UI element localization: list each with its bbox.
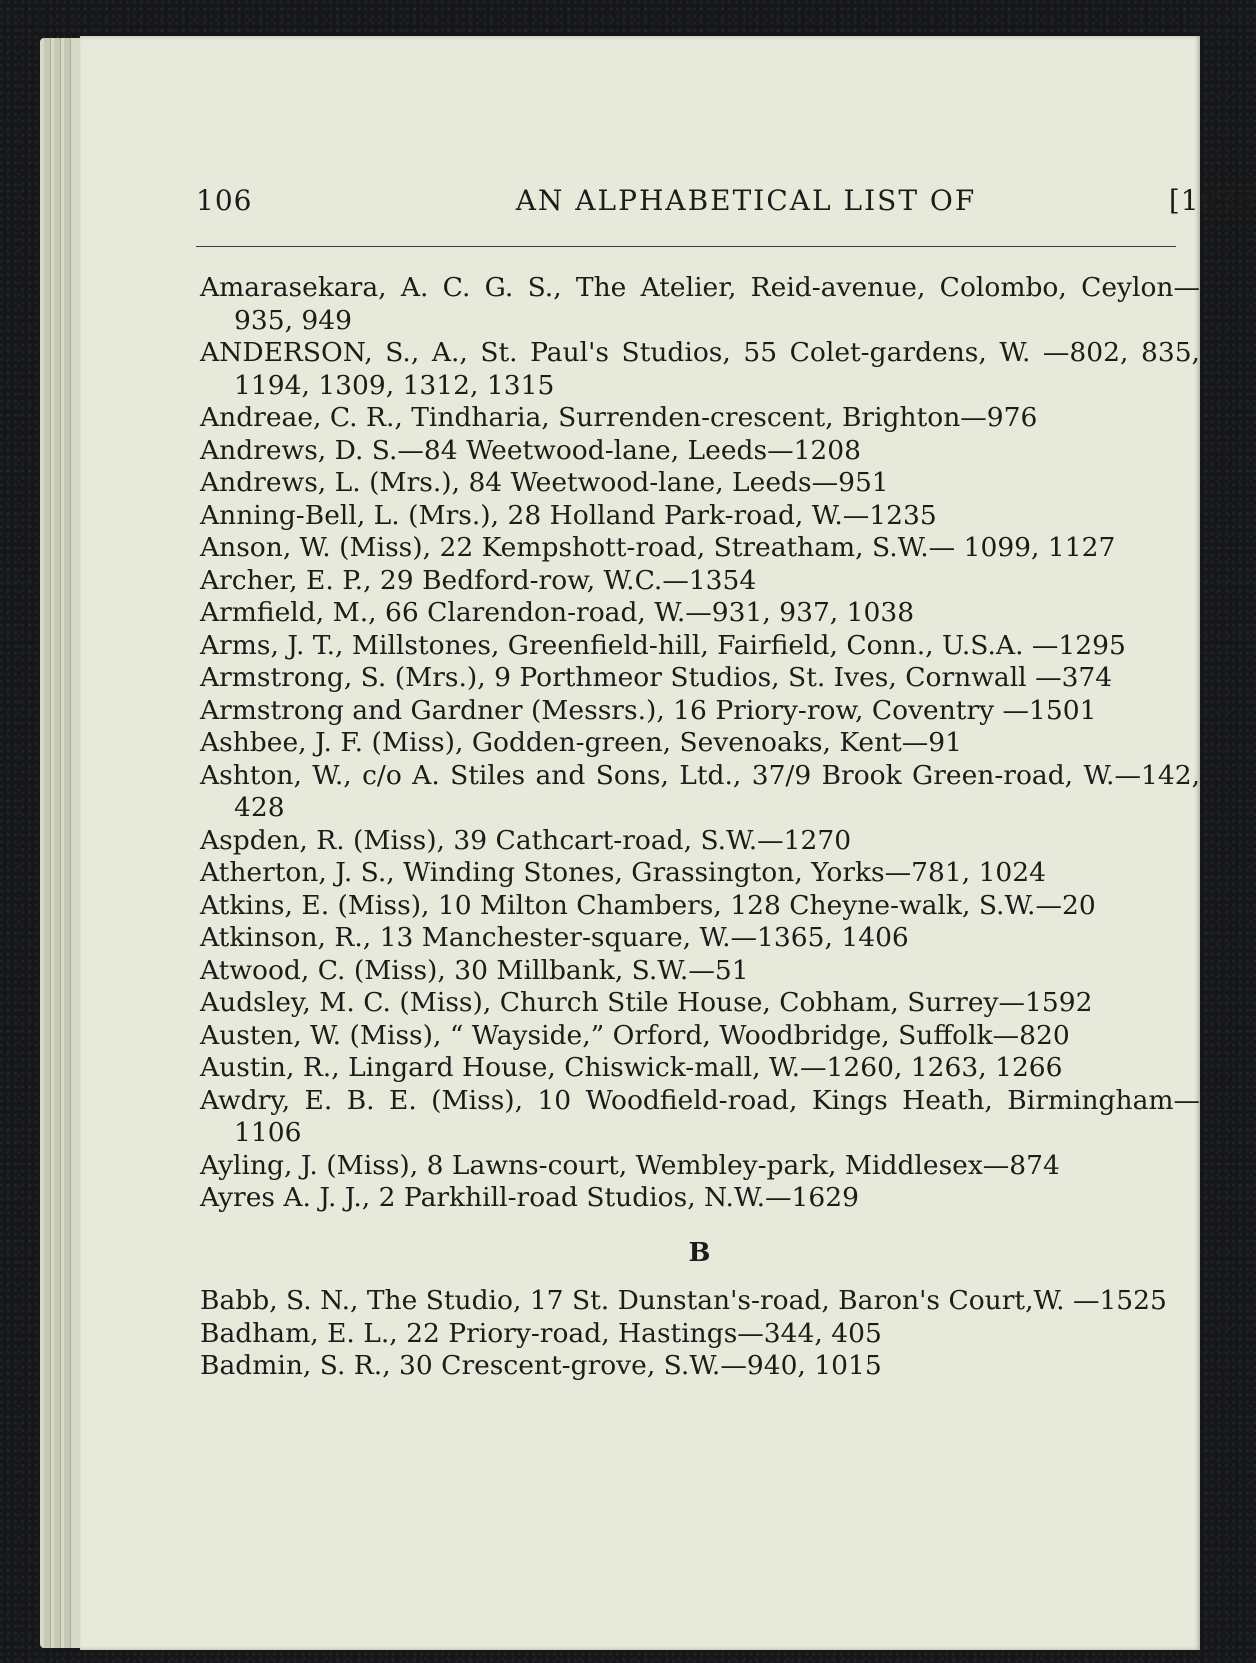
entry: Arms, J. T., Millstones, Greenfield-hill, Fairfield, Conn., U.S.A. —1295 [200,629,1126,661]
entry: Atherton, J. S., Winding Stones, Grassington, Yorks—781, 1024 [200,857,1047,888]
entry: ANDERSON, S., A., St. Paul's Studios, 55 Colet-gardens, W. —802, 835, 1194, 1309, 1312, 1315 [200,337,1200,401]
section-heading-b: B [688,1237,712,1268]
page-edge [44,38,51,1648]
entry: Badmin, S. R., 30 Crescent-grove, S.W.—940, 1015 [200,1350,882,1381]
entry: Babb, S. N., The Studio, 17 St. Dunstan's-road, Baron's Court,W. —1525 [200,1285,1167,1316]
entry: Austen, W. (Miss), “ Wayside,” Orford, Woodbridge, Suffolk—820 [200,1019,1070,1051]
entry: Ashbee, J. F. (Miss), Godden-green, Sevenoaks, Kent—91 [200,727,963,758]
entry: Ayling, J. (Miss), 8 Lawns-court, Wembley-park, Middlesex—874 [200,1149,1060,1181]
entry: Andrews, L. (Mrs.), 84 Weetwood-lane, Leeds—951 [200,467,889,498]
entry: Awdry, E. B. E. (Miss), 10 Woodfield-road, Kings Heath, Birmingham—1106 [200,1084,1200,1148]
entry: Armstrong, S. (Mrs.), 9 Porthmeor Studios, St. Ives, Cornwall —374 [200,662,1113,693]
entry: Aspden, R. (Miss), 39 Cathcart-road, S.W.—1270 [200,824,852,856]
entry: Audsley, M. C. (Miss), Church Stile House, Cobham, Surrey—1592 [200,987,1093,1018]
entry: Andreae, C. R., Tindharia, Surrenden-crescent, Brighton—976 [200,402,1038,433]
entry: Atkinson, R., 13 Manchester-square, W.—1365, 1406 [200,922,909,953]
entry: Badham, E. L., 22 Priory-road, Hastings—344, 405 [200,1317,882,1349]
heading-rule [196,246,1176,247]
entry: Armstrong and Gardner (Messrs.), 16 Priory-row, Coventry —1501 [200,694,1097,726]
page-number: 106 [196,184,253,217]
page-heading: AN ALPHABETICAL LIST OF [515,184,977,217]
page-edge [54,38,61,1648]
entry: Atkins, E. (Miss), 10 Milton Chambers, 128 Cheyne-walk, S.W.—20 [200,889,1096,921]
entry: Anning-Bell, L. (Mrs.), 28 Holland Park-road, W.—1235 [200,499,937,531]
entry: Andrews, D. S.—84 Weetwood-lane, Leeds—1208 [200,434,862,466]
entry: Atwood, C. (Miss), 30 Millbank, S.W.—51 [200,954,749,986]
page-edge [64,38,71,1648]
entry: Anson, W. (Miss), 22 Kempshott-road, Streatham, S.W.— 1099, 1127 [200,532,1116,563]
entry: Ayres A. J. J., 2 Parkhill-road Studios, N.W.—1629 [200,1182,859,1213]
entry: Austin, R., Lingard House, Chiswick-mall, W.—1260, 1263, 1266 [200,1052,1063,1083]
heading-year: [1936 [1168,184,1256,217]
running-head [196,144,1256,217]
entry: Ashton, W., c/o A. Stiles and Sons, Ltd., 37/9 Brook Green-road, W.—142, 428 [200,759,1200,823]
book-page [80,36,1256,1650]
entry-list [200,272,1200,1383]
entry: Archer, E. P., 29 Bedford-row, W.C.—1354 [200,564,757,596]
entry: Armfield, M., 66 Clarendon-road, W.—931, 937, 1038 [200,597,915,628]
entry: Amarasekara, A. C. G. S., The Atelier, Reid-avenue, Colombo, Ceylon—935, 949 [200,272,1200,336]
